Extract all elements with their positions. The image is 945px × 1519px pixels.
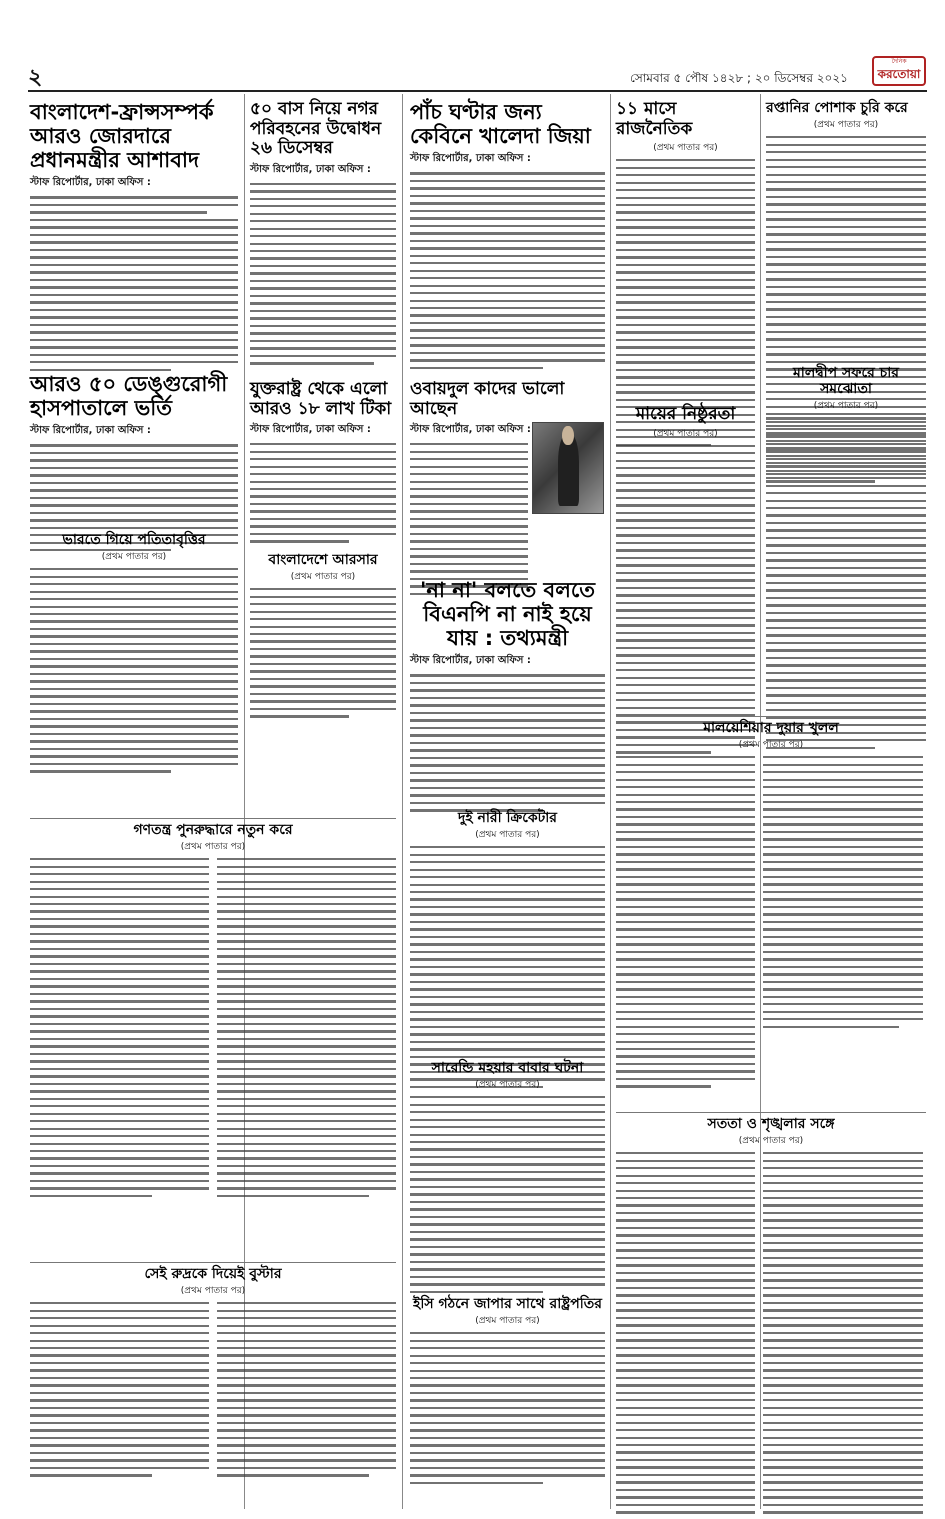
body-text — [410, 172, 605, 369]
body-text — [766, 417, 926, 749]
continued-note: (প্রথম পাতার পর) — [813, 401, 879, 412]
column-divider — [610, 94, 611, 1509]
body-text-col-2 — [217, 1302, 396, 1482]
body-text-col-2 — [763, 756, 923, 1093]
story-bangladesh-france — [30, 100, 238, 376]
byline: স্টাফ রিপোর্টার, ঢাকা অফিস : — [410, 655, 531, 667]
continued-note: (প্রথম পাতার পর) — [653, 428, 718, 439]
body-text-col-1 — [30, 1302, 209, 1482]
continued-note: (প্রথম পাতার পর) — [101, 552, 167, 563]
headline: সারেন্ডি মহয়ার বাবার ঘটনা — [431, 1060, 584, 1076]
continued-note: (প্রথম পাতার পর) — [738, 1136, 804, 1147]
headline: গণতন্ত্র পুনরুদ্ধারে নতুন করে — [133, 822, 293, 838]
story-ec-japa — [410, 1296, 605, 1489]
body-text-col-2 — [217, 858, 396, 1202]
body-text — [30, 568, 238, 772]
story-cabin — [410, 100, 605, 374]
section-divider — [616, 1112, 926, 1113]
masthead-rule — [28, 90, 927, 92]
obaidul-photo — [532, 422, 604, 514]
continued-note: (প্রথম পাতার পর) — [180, 842, 246, 853]
section-divider — [30, 1262, 396, 1263]
story-india — [30, 532, 238, 778]
headline: মালদ্বীপ সফরে চার সমঝোতা — [793, 365, 899, 398]
body-text — [616, 445, 755, 754]
logo-main: করতোয়া — [877, 67, 921, 81]
continued-note: (প্রথম পাতার পর) — [180, 1286, 246, 1297]
body-text-col-1 — [30, 858, 209, 1202]
section-divider — [616, 716, 926, 717]
newspaper-logo — [872, 56, 926, 86]
byline: স্টাফ রিপোর্টার, ঢাকা অফিস : — [30, 177, 151, 189]
continued-note: (প্রথম পাতার পর) — [653, 143, 718, 154]
continued-note: (প্রথম পাতার পর) — [290, 572, 356, 583]
continued-note: (প্রথম পাতার পর) — [475, 1316, 540, 1327]
headline: ইসি গঠনে জাপার সাথে রাষ্ট্রপতির — [413, 1296, 602, 1312]
continued-note: (প্রথম পাতার পর) — [813, 120, 879, 131]
headline: মায়ের নিষ্ঠুরতা — [635, 404, 736, 424]
continued-note: (প্রথম পাতার পর) — [738, 740, 804, 751]
body-text — [616, 159, 755, 446]
story-sanctuary — [410, 1060, 605, 1298]
body-text — [410, 443, 528, 595]
byline: স্টাফ রিপোর্টার, ঢাকা অফিস : — [250, 424, 371, 436]
section-divider — [30, 818, 396, 819]
headline: সেই রুদ্রকে দিয়েই বুস্টার — [144, 1266, 282, 1282]
byline: স্টাফ রিপোর্টার, ঢাকা অফিস : — [250, 163, 371, 175]
body-text — [250, 183, 396, 365]
story-bd-arsar — [250, 552, 396, 723]
story-malaysia — [616, 720, 926, 1093]
story-bnp — [410, 578, 605, 817]
continued-note: (প্রথম পাতার পর) — [475, 1080, 540, 1091]
byline: স্টাফ রিপোর্টার, ঢাকা অফিস : — [410, 153, 531, 165]
body-text — [410, 674, 605, 811]
headline: সততা ও শৃঙ্খলার সঙ্গে — [707, 1116, 835, 1132]
story-booster — [30, 1266, 396, 1482]
byline: স্টাফ রিপোর্টার, ঢাকা অফিস : — [30, 425, 151, 437]
body-text-col-1 — [616, 756, 755, 1093]
headline: 'না না' বলতে বলতে বিএনপি না নাই হয়ে যায় : তথ্যমন্ত্রী — [419, 578, 596, 651]
body-text — [410, 846, 605, 1088]
body-text — [250, 443, 396, 543]
masthead — [0, 0, 945, 92]
story-honesty — [616, 1116, 926, 1519]
headline: বাংলাদেশে আরসার — [268, 552, 378, 568]
byline: স্টাফ রিপোর্টার, ঢাকা অফিস : — [410, 424, 531, 436]
headline: আরও ৫০ ডেঙ্গুরোগী হাসপাতালে ভর্তি — [30, 372, 228, 421]
date-line: সোমবার ৫ পৌষ ১৪২৮ ; ২০ ডিসেম্বর ২০২১ — [630, 71, 848, 85]
headline: ৫০ বাস নিয়ে নগর পরিবহনের উদ্বোধন ২৬ ডিসেম্বর — [250, 99, 382, 159]
headline: পাঁচ ঘণ্টার জন্য কেবিনে খালেদা জিয়া — [410, 100, 591, 149]
story-democracy — [30, 822, 396, 1202]
story-buses — [250, 100, 396, 370]
continued-note: (প্রথম পাতার পর) — [475, 830, 540, 841]
body-text — [250, 588, 396, 718]
headline: ১১ মাসে রাজনৈতিক — [616, 99, 693, 139]
headline: বাংলাদেশ-ফ্রান্সসম্পর্ক আরও জোরদারে প্রধানমন্ত্রীর আশাবাদ — [30, 100, 214, 173]
column-divider — [402, 94, 403, 1509]
story-us-vaccine — [250, 380, 396, 548]
page-number: ২ — [28, 65, 43, 90]
logo-top: দৈনিক — [891, 58, 907, 65]
story-dengue — [30, 372, 238, 557]
body-text — [410, 1332, 605, 1484]
story-maldives — [766, 365, 926, 754]
body-text — [30, 196, 238, 371]
story-politics-11 — [616, 100, 755, 451]
story-two-cricketers — [410, 810, 605, 1093]
headline: ভারতে গিয়ে পতিতাবৃত্তির — [62, 532, 206, 548]
headline: রপ্তানির পোশাক চুরি করে — [766, 100, 908, 116]
headline: যুক্তরাষ্ট্র থেকে এলো আরও ১৮ লাখ টিকা — [250, 379, 392, 419]
headline: ওবায়দুল কাদের ভালো আছেন — [410, 379, 565, 419]
story-mother — [616, 405, 755, 759]
headline: মালয়েশিয়ার দুয়ার খুলল — [703, 720, 839, 736]
headline: দুই নারী ক্রিকেটার — [457, 810, 558, 826]
body-text-col-1 — [616, 1152, 755, 1519]
body-text-col-2 — [763, 1152, 923, 1519]
body-text — [410, 1096, 605, 1293]
